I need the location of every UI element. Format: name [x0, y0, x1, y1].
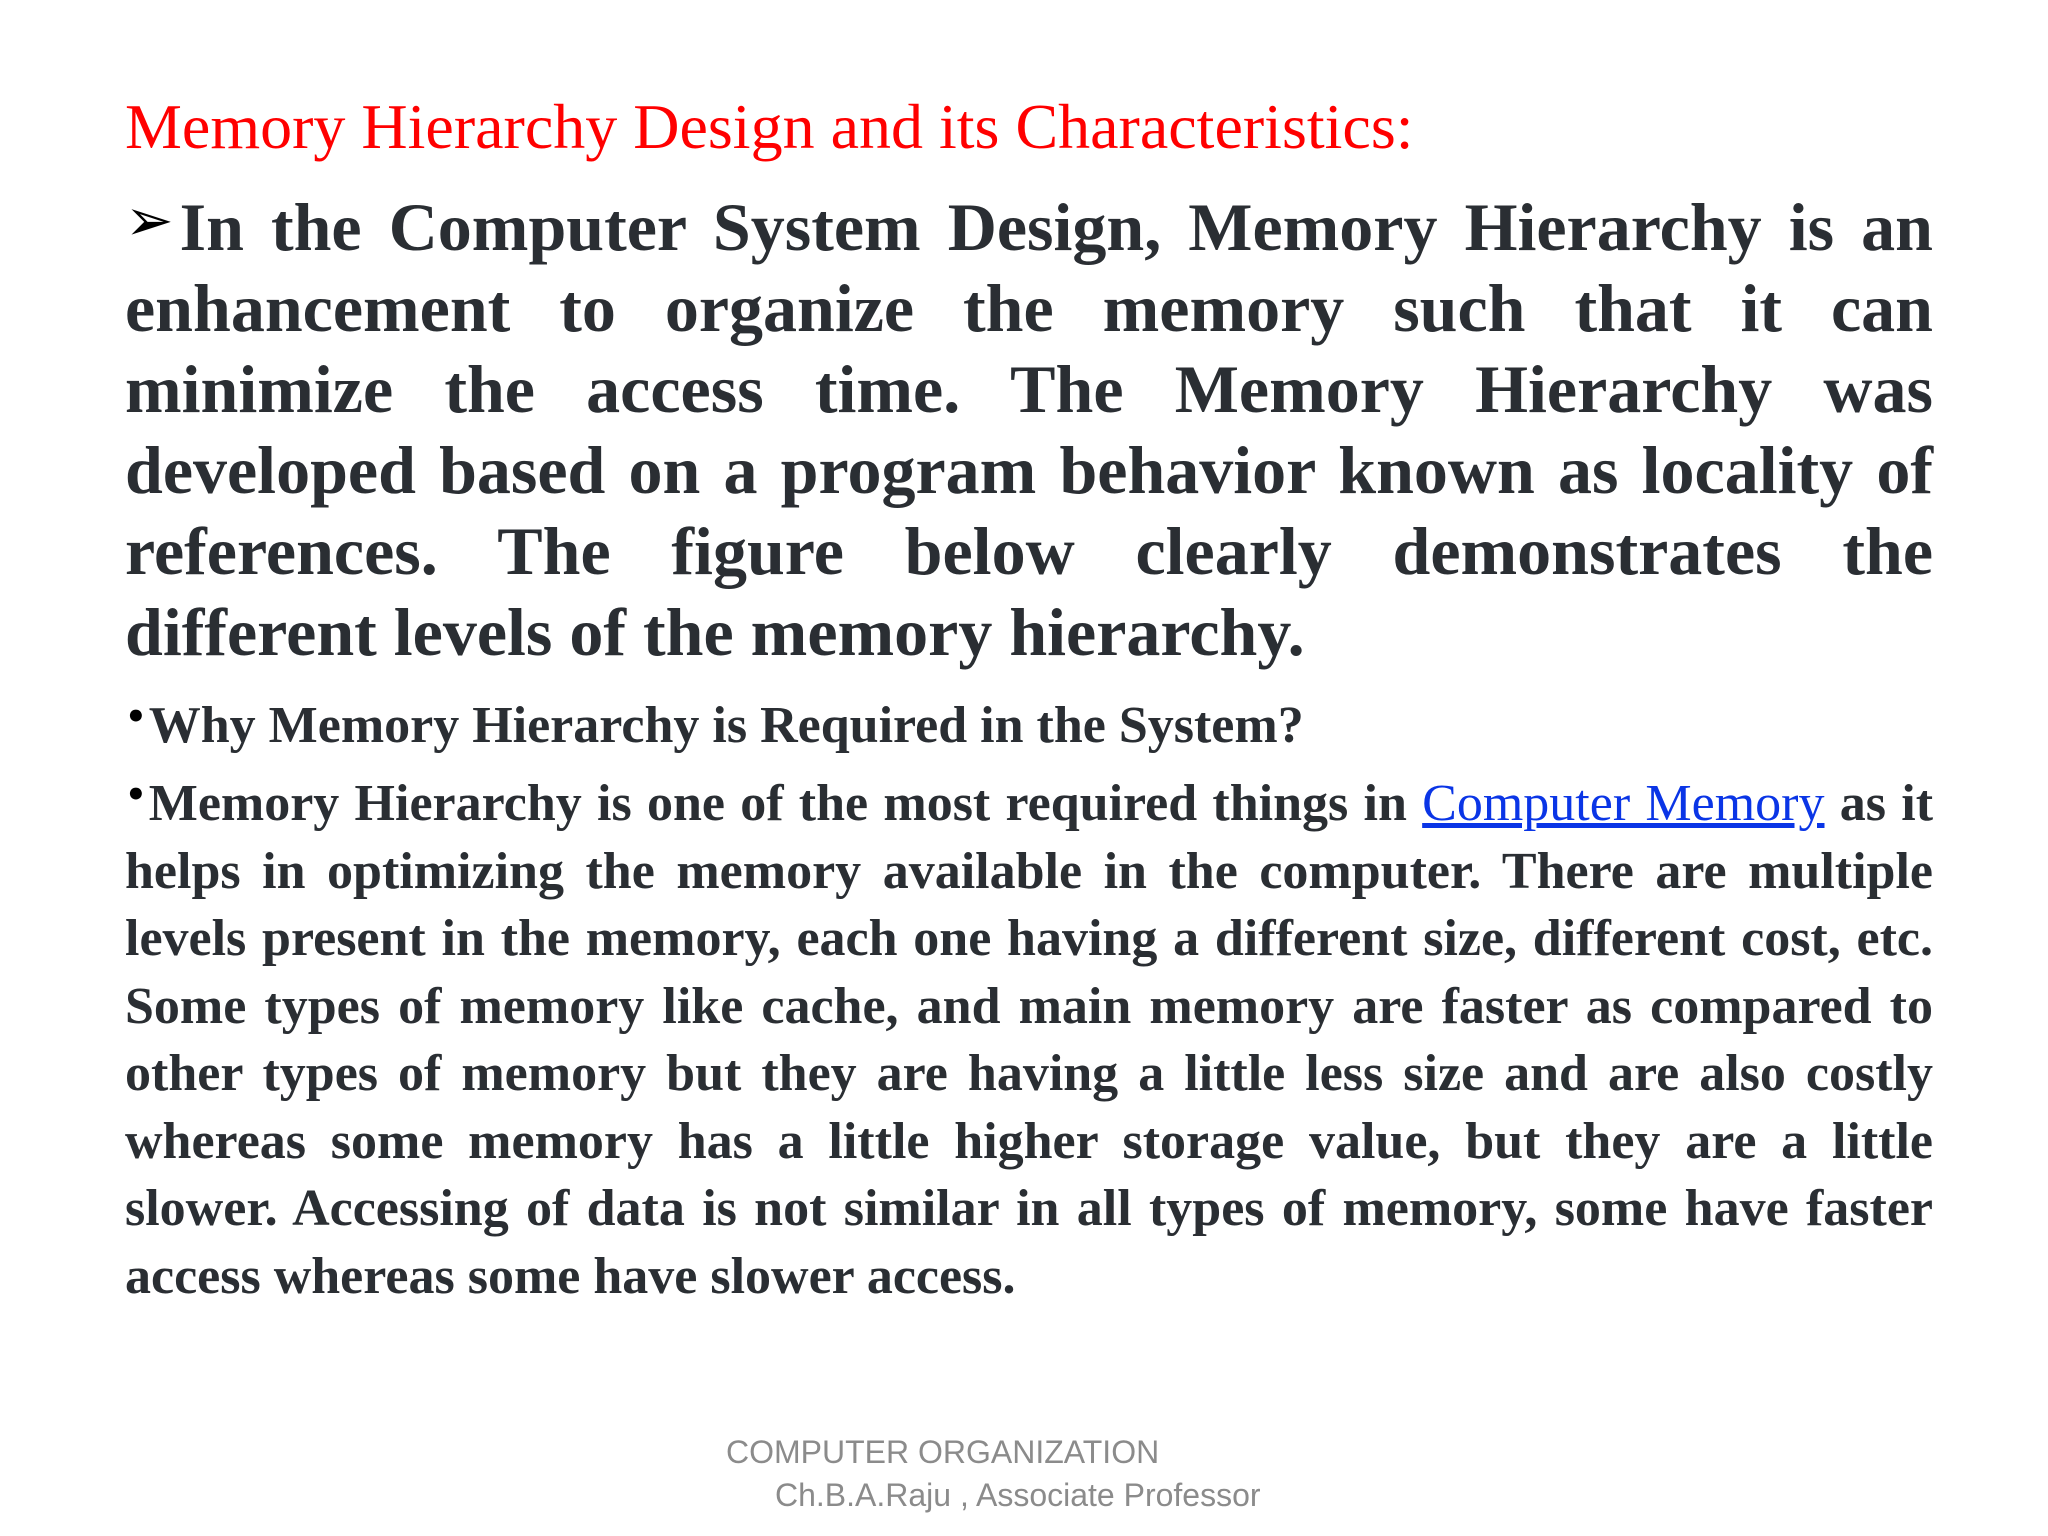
footer-course: COMPUTER ORGANIZATION: [726, 1434, 1160, 1470]
intro-text: In the Computer System Design, Memory Hierarchy is an enhancement to organize the memory such that it can minimize the access time. The Memory Hierarchy was developed based on a program behavior known as locality of references. The figure below clearly demonstrates the different levels of the memory hierarchy.: [125, 189, 1933, 670]
bullet-icon: •: [125, 775, 147, 815]
bullet-icon: •: [125, 697, 147, 737]
footer-author: Ch.B.A.Raju , Associate Professor: [775, 1477, 1261, 1513]
question-bullet: [125, 680, 1933, 763]
arrow-bullet-icon: ➢: [125, 186, 174, 254]
answer-text-rest: as it helps in optimizing the memory available in the computer. There are multiple levels present in the memory, each one having a different size, different cost, etc. Some types of memory like cache, and main memory are faster as compared to other types of memory but they are having a little less size and are also costly whereas some memory has a little higher storage value, but they are a little slower. Accessing of data is not similar in all types of memory, some have faster access whereas some have slower access.: [125, 775, 1934, 1305]
answer-paragraph: [125, 762, 1933, 1310]
answer-text-start: Memory Hierarchy is one of the most required things in: [148, 775, 1423, 832]
question-text: Why Memory Hierarchy is Required in the System?: [148, 697, 1304, 754]
intro-paragraph: [125, 180, 1933, 673]
computer-memory-link[interactable]: Computer Memory: [1422, 775, 1825, 832]
slide-title: Memory Hierarchy Design and its Characteristics:: [125, 91, 1414, 162]
